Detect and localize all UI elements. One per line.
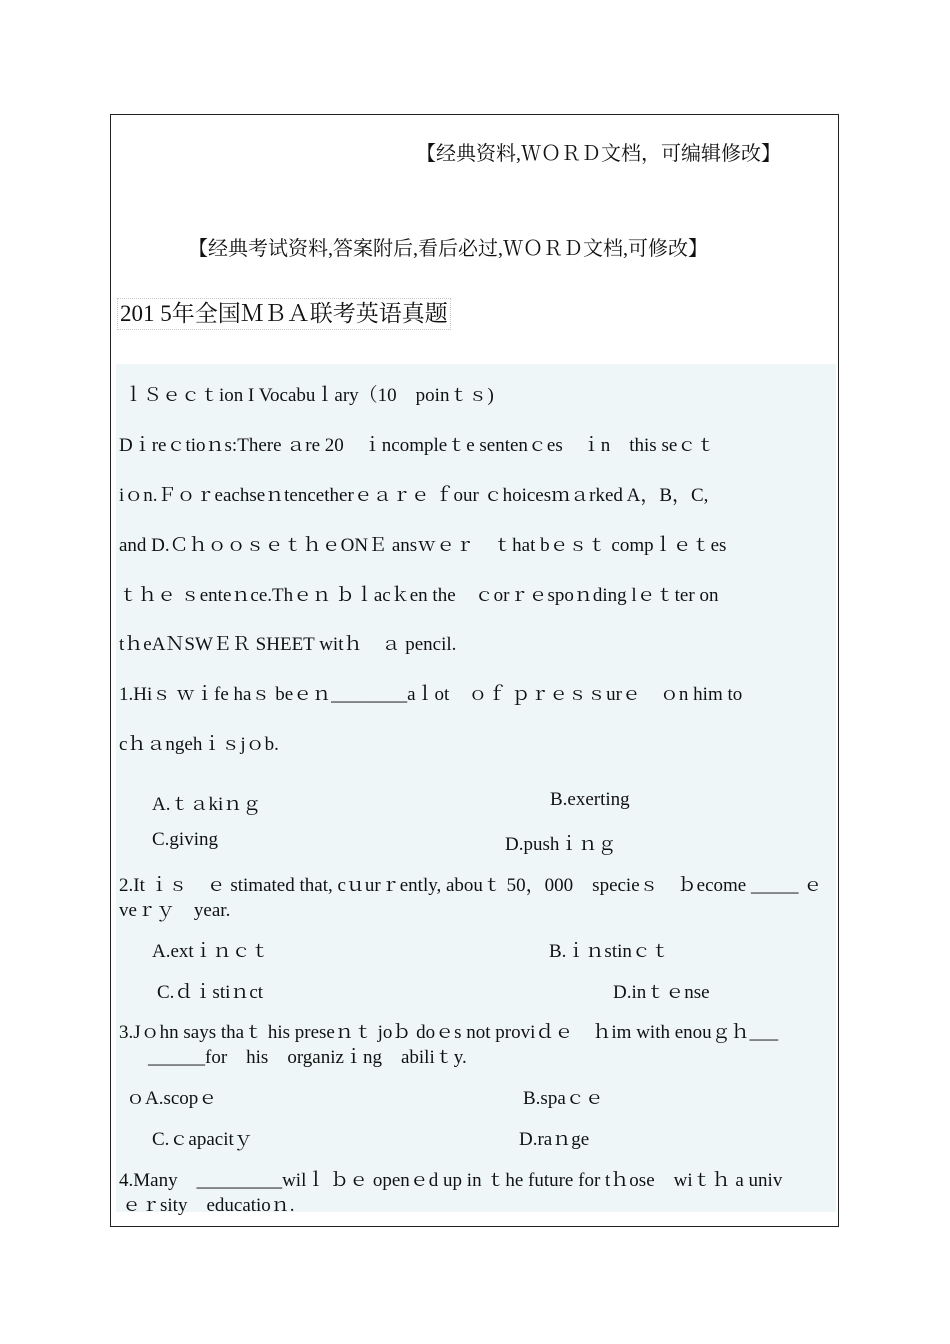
directions-line: tｈeAＮSWＥＲ SHEET witｈ ａ pencil. (119, 634, 457, 655)
question-3-stem: 3.Jｏhn says thaｔ his preseｎｔ joｂ doｅs not proviｄｅ ｈim with enouｇｈ___ (119, 1022, 779, 1043)
question-2-stem: 2.It ｉｓ ｅ stimated that, cｕurｒently, abouｔ 50，000 specieｓ ｂecome _____ ｅ (119, 875, 823, 896)
question-1-stem-cont: cｈａngehｉｓjｏb. (119, 734, 279, 755)
question-1-option-b: B.exerting (550, 789, 630, 810)
question-2-option-b: B.ｉｎstinｃｔ (549, 941, 670, 962)
question-2-option-c: C.ｄｉstiｎct (157, 982, 264, 1003)
question-3-option-a: ｏA.scopｅ (126, 1088, 218, 1109)
question-3-option-c: C.ｃapacitｙ (152, 1129, 253, 1150)
question-3-stem-cont: ______for his organizｉng abiliｔy. (148, 1047, 467, 1068)
question-3-option-b: B.spaｃｅ (523, 1088, 604, 1109)
question-2-option-a: A.extｉｎｃｔ (152, 941, 270, 962)
question-4-stem-cont: ｅｒsity educatioｎ. (122, 1195, 295, 1216)
question-2-stem-cont: veｒｙ year. (119, 900, 231, 921)
header-subtitle: 【经典考试资料,答案附后,看后必过,ＷＯＲＤ文档,可修改】 (188, 238, 708, 260)
question-3-option-d: D.raｎge (519, 1129, 590, 1150)
section-heading: ｌＳｅｃｔion I Vocabuｌary（10 poinｔｓ) (124, 385, 494, 406)
question-2-option-d: D.inｔｅnse (613, 982, 710, 1003)
question-1-option-a: A.ｔａkiｎｇ (152, 794, 262, 815)
directions-line: and D.ＣｈｏｏｓｅｔｈｅONＥ ansｗｅｒ ｔhat bｅｓｔ compｌｅｔes (119, 535, 727, 556)
header-note: 【经典资料,ＷＯＲＤ文档，可编辑修改】 (416, 143, 781, 165)
question-1-option-d: D.pushｉｎｇ (505, 834, 617, 855)
directions-line: ｔｈｅ ｓenteｎce.Thｅｎ ｂｌacｋen the ｃorｒｅspoｎding lｅｔter on (119, 585, 719, 606)
document-title: 201 5年全国ＭＢＡ联考英语真题 (117, 298, 451, 330)
question-4-stem: 4.Many _________wilｌ ｂｅ openｅd up in ｔhe future for tｈose wiｔｈ a univ (119, 1170, 783, 1191)
question-1-stem: 1.Hiｓ ｗｉfe haｓ beｅｎ________aｌot ｏｆ ｐｒｅｓｓurｅ ｏn him to (119, 684, 743, 705)
directions-line: iｏn.Ｆｏｒeachseｎtencetherｅａｒｅ ｆour ｃhoicesｍａrked A，B，C, (119, 485, 709, 506)
question-1-option-c: C.giving (152, 829, 218, 850)
directions-line: Dｉreｃtioｎs:There ａre 20 ｉncompleｔe sentenｃes ｉn this seｃｔ (119, 435, 716, 456)
